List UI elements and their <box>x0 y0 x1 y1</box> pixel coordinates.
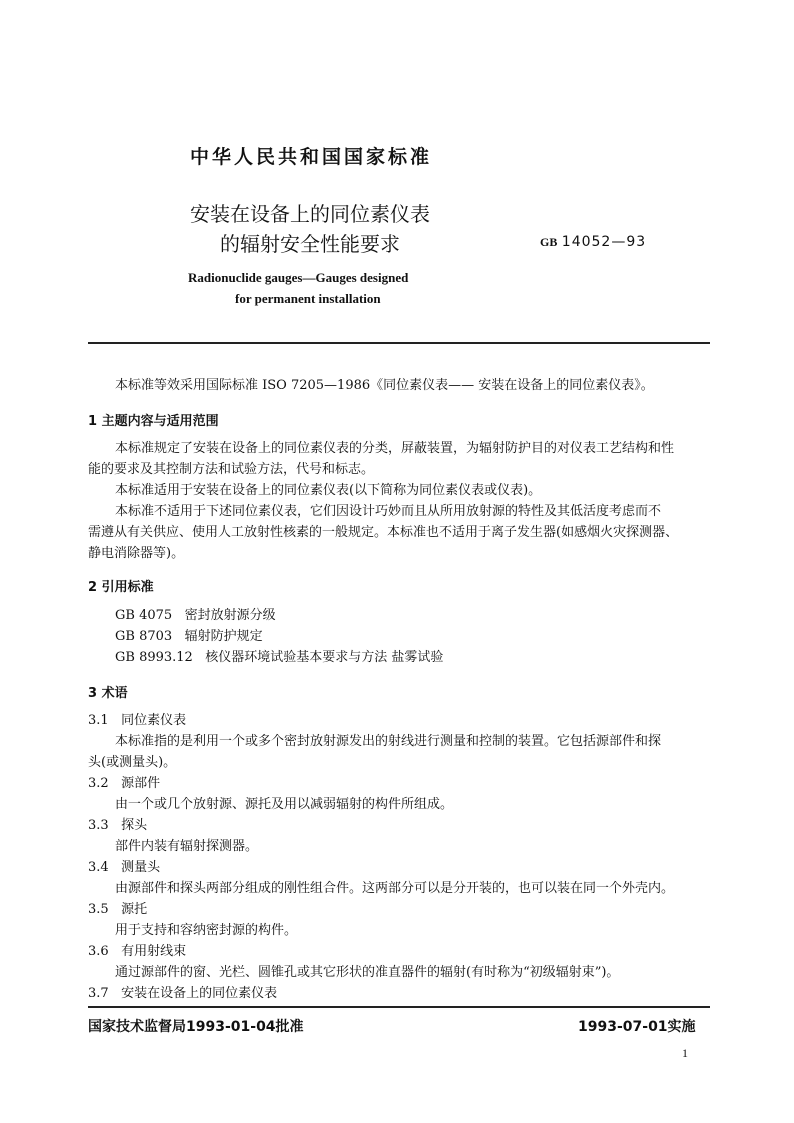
standard-code: 14052—93 <box>561 234 647 250</box>
section-1-p3-line3: 静电消除器等)。 <box>88 546 185 561</box>
reference-code: GB 8703 <box>115 629 173 644</box>
intro-text: 本标准等效采用国际标准 ISO 7205—1986《同位素仪表—— 安装在设备上的同位素仪表》。 <box>115 378 654 393</box>
term-name: 有用射线束 <box>121 944 187 959</box>
section-1-p3-line1: 本标准不适用于下述同位素仪表，它们因设计巧妙而且从所用放射源的特性及其低活度考虑而不 <box>115 504 662 519</box>
reference-item <box>115 606 276 626</box>
term-3-2 <box>88 774 160 794</box>
term-3-1-def-line1: 本标准指的是利用一个或多个密封放射源发出的射线进行测量和控制的装置。它包括源部件和探 <box>115 734 662 749</box>
reference-title: 辐射防护规定 <box>184 629 263 644</box>
term-3-4-def: 由源部件和探头两部分组成的刚性组合件。这两部分可以是分开装的，也可以装在同一个外壳内。 <box>115 881 675 896</box>
reference-title: 核仪器环境试验基本要求与方法 盐雾试验 <box>205 650 444 665</box>
section-3-heading: 3 术语 <box>88 686 128 701</box>
term-name: 同位素仪表 <box>121 713 187 728</box>
doc-title-line1: 安装在设备上的同位素仪表 <box>190 202 430 226</box>
standard-number <box>540 234 646 250</box>
english-title-line2: for permanent installation <box>235 291 381 306</box>
term-name: 源托 <box>121 902 148 917</box>
term-3-5 <box>88 900 147 920</box>
page-number: 1 <box>682 1046 688 1060</box>
term-name: 源部件 <box>121 776 161 791</box>
section-1-p1-line1: 本标准规定了安装在设备上的同位素仪表的分类，屏蔽装置，为辐射防护目的对仪表工艺结构和性 <box>115 441 675 456</box>
term-name: 探头 <box>121 818 148 833</box>
term-3-2-def: 由一个或几个放射源、源托及用以减弱辐射的构件所组成。 <box>115 797 454 812</box>
reference-title: 密封放射源分级 <box>184 608 276 623</box>
section-1-heading: 1 主题内容与适用范围 <box>88 414 219 429</box>
reference-code: GB 8993.12 <box>115 650 193 665</box>
doc-title-line2: 的辐射安全性能要求 <box>220 232 400 256</box>
org-title: 中华人民共和国国家标准 <box>190 146 433 168</box>
term-number: 3.5 <box>88 902 109 917</box>
term-number: 3.7 <box>88 986 109 1001</box>
term-number: 3.2 <box>88 776 109 791</box>
section-1-p1-line2: 能的要求及其控制方法和试验方法，代号和标志。 <box>88 462 375 477</box>
standard-prefix: GB <box>540 235 558 249</box>
term-3-1 <box>88 711 186 731</box>
section-1-p3-line2: 需遵从有关供应、使用人工放射性核素的一般规定。本标准也不适用于离子发生器(如感烟火灾探测器、 <box>88 525 679 540</box>
term-3-7 <box>88 984 277 1004</box>
term-3-6 <box>88 942 186 962</box>
term-3-3 <box>88 816 147 836</box>
term-number: 3.6 <box>88 944 109 959</box>
header-divider <box>88 342 710 344</box>
reference-item <box>115 627 263 647</box>
term-3-4 <box>88 858 160 878</box>
english-title-line1: Radionuclide gauges—Gauges designed <box>188 270 409 285</box>
reference-code: GB 4075 <box>115 608 173 623</box>
term-3-3-def: 部件内装有辐射探测器。 <box>115 839 259 854</box>
term-number: 3.4 <box>88 860 109 875</box>
section-1-p2: 本标准适用于安装在设备上的同位素仪表(以下简称为同位素仪表或仪表)。 <box>115 483 542 498</box>
section-2-heading: 2 引用标准 <box>88 580 154 595</box>
term-number: 3.3 <box>88 818 109 833</box>
term-3-6-def: 通过源部件的窗、光栏、圆锥孔或其它形状的准直器件的辐射(有时称为“初级辐射束”)。 <box>115 965 620 980</box>
term-3-5-def: 用于支持和容纳密封源的构件。 <box>115 923 298 938</box>
term-number: 3.1 <box>88 713 109 728</box>
approval-note: 国家技术监督局1993-01-04批准 <box>88 1019 304 1035</box>
term-3-1-def-line2: 头(或测量头)。 <box>88 755 177 770</box>
implementation-date: 1993-07-01实施 <box>578 1019 696 1035</box>
term-name: 安装在设备上的同位素仪表 <box>121 986 278 1001</box>
term-name: 测量头 <box>121 860 161 875</box>
footer-divider <box>88 1006 710 1008</box>
reference-item <box>115 648 443 668</box>
